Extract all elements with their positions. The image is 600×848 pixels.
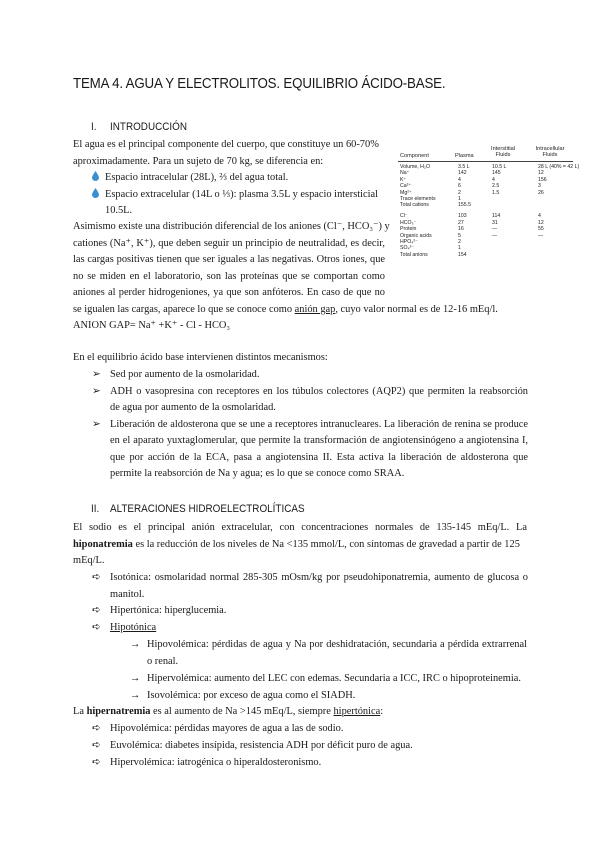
table-row-label: K⁺ xyxy=(400,176,407,183)
anion-gap-term: anión gap xyxy=(294,304,336,315)
hypo-item-1-line-1: Isotónica: osmolaridad normal 285-305 mOsm/kg por pseudohiponatremia, aumento de glucosa o xyxy=(110,572,528,583)
table-row-label: Total anions xyxy=(400,251,428,258)
electrolyte-table xyxy=(398,138,580,278)
table-cell: 1 xyxy=(458,245,461,252)
para2-line-3: las cargas positivas tienen que ser iguales a las negativas. Otros iones, que xyxy=(73,254,385,265)
section2-number: II. xyxy=(91,503,100,515)
table-cell: 4 xyxy=(538,213,541,220)
intro-line-1: El agua es el principal componente del cuerpo, que constituye un 60-70% xyxy=(73,139,379,150)
sodium-line-3: mEq/L. xyxy=(73,555,105,566)
mech-3-line-3: que por acción de la ECA, pasa a angiotensina II. Esta activa la liberación de aldosterona que xyxy=(110,452,528,463)
hipernatremia-term: hipernatremia xyxy=(86,706,151,717)
table-cell: 12 xyxy=(538,170,544,177)
table-cell: 1.5 xyxy=(492,189,500,196)
water-drop-icon xyxy=(92,188,99,198)
table-cell: 55 xyxy=(538,226,544,233)
para2-line-2: cationes (Na⁺, K⁺), que deben seguir un principio de neutralidad, es decir, xyxy=(73,238,385,249)
table-cell: 114 xyxy=(492,213,501,220)
table-row-label: Cl⁻ xyxy=(400,213,408,220)
table-header: Plasma xyxy=(455,153,474,159)
table-row-label: HCO₃⁻ xyxy=(400,219,417,226)
table-cell: 31 xyxy=(492,219,498,226)
table-cell: 2.5 xyxy=(492,183,500,190)
table-cell: 28 L (40% = 42 L) xyxy=(538,164,580,170)
table-row-label: Protein xyxy=(400,226,417,233)
table-cell: 26 xyxy=(538,189,544,196)
table-row-label: Ca²⁺ xyxy=(400,183,412,190)
sub-arrow-1: → xyxy=(130,639,141,650)
hypo-item-3: Hipotónica xyxy=(110,622,157,633)
table-cell: 10.5 L xyxy=(492,164,507,170)
hollow-arrow-2: ➪ xyxy=(92,605,101,616)
table-cell: — xyxy=(492,232,498,239)
table-row-label: Trace elements xyxy=(400,196,436,202)
table-cell: 3.5 L xyxy=(458,164,470,170)
hipotonica-sub-1-line-1: Hipovolémica: pérdidas de agua y Na por deshidratación, secundaria a pérdida extrarrenal xyxy=(147,639,527,650)
hipertonica-term: hipertónica xyxy=(333,706,381,717)
table-cell: 12 xyxy=(538,219,544,226)
hyper-item-2: Euvolémica: diabetes insípida, resistencia ADH por déficit puro de agua. xyxy=(110,740,413,751)
table-cell: 155.5 xyxy=(458,202,471,209)
table-cell: 154 xyxy=(458,251,467,258)
hipotonica-sub-2: Hipervolémica: aumento del LEC con edemas. Secundaria a ICC, IRC o hipoproteinemia. xyxy=(147,673,521,684)
table-header: Intracellular Fluids xyxy=(535,146,565,159)
mech-3-line-2: en el aparato yuxtaglomerular, que permite la transformación de angiotensinógeno a angiotensina I, xyxy=(110,435,528,446)
table-row-label: HPO₄²⁻ xyxy=(400,239,418,245)
page-title: TEMA 4. AGUA Y ELECTROLITOS. EQUILIBRIO ÁCIDO-BASE. xyxy=(73,76,446,92)
table-cell: 4 xyxy=(492,176,495,183)
hiponatremia-term: hiponatremia xyxy=(73,539,133,550)
hypernatremia-line: La hipernatremia es al aumento de Na >145 mEq/L, siempre hipertónica: xyxy=(73,706,384,717)
sub-arrow-3: → xyxy=(130,690,141,701)
mech-arrow-1: ➢ xyxy=(92,369,101,380)
hollow-arrow-6: ➪ xyxy=(92,757,101,768)
para2-line-6: se igualen las cargas, aparece lo que se conoce como anión gap, cuyo valor normal es de 12-16 mEq/l. xyxy=(73,304,498,315)
hypo-item-1-line-2: manitol. xyxy=(110,589,145,600)
hollow-arrow-3: ➪ xyxy=(92,622,101,633)
table-cell: 1 xyxy=(458,196,461,202)
table-row-label: Mg²⁺ xyxy=(400,189,412,196)
mech-3-line-4: permite la reabsorción de Na y agua; es lo que se conoce como SRAA. xyxy=(110,468,405,479)
para2-line-5: aniones al perder hidrogeniones, ya que son anfóteros. En caso de que no xyxy=(73,287,385,298)
table-row-label: Organic acids xyxy=(400,232,432,239)
table-header: Component xyxy=(400,153,429,159)
table-cell: 6 xyxy=(458,183,461,190)
mech-2-line-2: de agua por aumento de la osmolaridad. xyxy=(110,402,276,413)
table-cell: 16 xyxy=(458,226,464,233)
table-cell: 3 xyxy=(538,183,541,190)
hollow-arrow-4: ➪ xyxy=(92,723,101,734)
mechanisms-intro: En el equilibrio ácido base intervienen distintos mecanismos: xyxy=(73,352,328,363)
hipotonica-sub-3: Isovolémica: por exceso de agua como el SIADH. xyxy=(147,690,356,701)
hyper-item-3: Hipervolémica: iatrogénica o hiperaldosteronismo. xyxy=(110,757,322,768)
mech-3-line-1: Liberación de aldosterona que se une a receptores intranucleares. La liberación de renina se produce xyxy=(110,419,528,430)
mech-1-line-1: Sed por aumento de la osmolaridad. xyxy=(110,369,260,380)
table-cell: 145 xyxy=(492,170,501,177)
hypo-item-2: Hipertónica: hiperglucemia. xyxy=(110,605,227,616)
table-cell: 5 xyxy=(458,232,461,239)
table-cell: 2 xyxy=(458,189,461,196)
table-cell: — xyxy=(538,232,544,239)
mech-arrow-2: ➢ xyxy=(92,386,101,397)
hyper-item-1: Hipovolémica: pérdidas mayores de agua a las de sodio. xyxy=(110,723,344,734)
section2-heading: ALTERACIONES HIDROELECTROLÍTICAS xyxy=(110,503,305,515)
hollow-arrow-1: ➪ xyxy=(92,572,101,583)
bullet-extracellular-cont: 10.5L. xyxy=(105,205,133,216)
table-cell: 103 xyxy=(458,213,467,220)
hipotonica-sub-1-line-2: o renal. xyxy=(147,656,179,667)
water-drop-icon xyxy=(92,171,99,181)
section1-number: I. xyxy=(91,121,97,133)
table-rule xyxy=(398,161,573,162)
table-cell: — xyxy=(492,226,498,233)
table-cell: 142 xyxy=(458,170,467,177)
table-cell: 27 xyxy=(458,219,464,226)
hollow-arrow-5: ➪ xyxy=(92,740,101,751)
bullet-intracellular: Espacio intracelular (28L), ⅔ del agua total. xyxy=(92,170,288,187)
sub-arrow-2: → xyxy=(130,673,141,684)
para2-line-1: Asimismo existe una distribución diferencial de los aniones (Cl⁻, HCO₃⁻) y xyxy=(73,221,390,232)
table-cell: 156 xyxy=(538,176,547,183)
table-cell: 2 xyxy=(458,239,461,245)
table-row-label: Total cations xyxy=(400,202,429,209)
sodium-line-1: El sodio es el principal anión extracelular, con concentraciones normales de 135-145 mEq/L. La xyxy=(73,522,527,533)
section1-heading: INTRODUCCIÓN xyxy=(110,121,188,133)
table-row-label: Volume, H₂O xyxy=(400,164,430,170)
para2-line-4: no se miden en el laboratorio, son las proteínas que se comportan como xyxy=(73,271,385,282)
mech-arrow-3: ➢ xyxy=(92,419,101,430)
bullet-extracellular: Espacio extracelular (14L o ⅓): plasma 3.5L y espacio intersticial xyxy=(92,187,378,204)
mech-2-line-1: ADH o vasopresina con receptores en los túbulos colectores (AQP2) que permiten la reabsorción xyxy=(110,386,528,397)
table-row-label: SO₄²⁻ xyxy=(400,245,415,252)
table-row-label: Na⁺ xyxy=(400,170,410,177)
table-header: Interstitial Fluids xyxy=(491,146,515,159)
anion-gap-formula: ANION GAP= Na⁺ +K⁺ - Cl - HCO₃ xyxy=(73,320,231,331)
table-cell: 4 xyxy=(458,176,461,183)
sodium-line-2: hiponatremia es la reducción de los niveles de Na <135 mmol/L, con síntomas de gravedad a partir de 125 xyxy=(73,539,520,550)
intro-line-2: aproximadamente. Para un sujeto de 70 kg, se diferencia en: xyxy=(73,156,324,167)
